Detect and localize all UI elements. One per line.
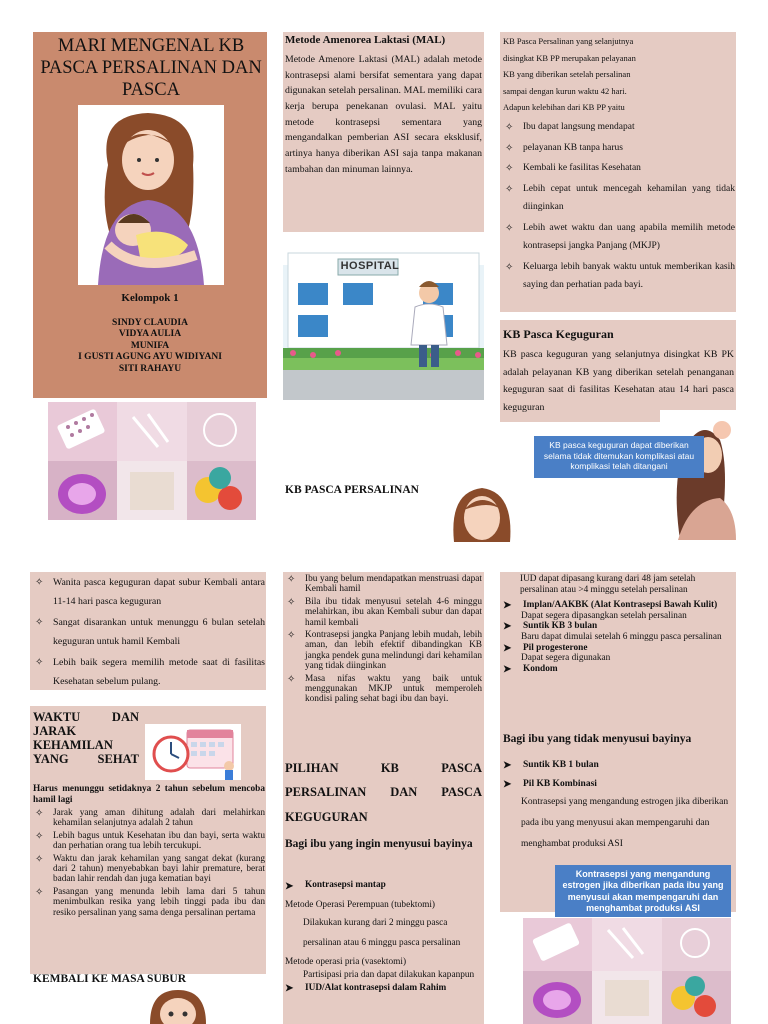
col4-bullets2 xyxy=(33,808,265,920)
kbpp-intro-line: KB yang diberikan setelah persalinan xyxy=(503,69,631,80)
list-item-desc: Baru dapat dimulai setelah 6 minggu pasca persalinan xyxy=(521,632,722,643)
list-item-desc: Dapat segera digunakan xyxy=(521,653,611,664)
woman-face-image xyxy=(140,988,216,1024)
subur-heading: KEMBALI KE MASA SUBUR xyxy=(33,973,187,985)
kbpk-heading: KB Pasca Keguguran xyxy=(503,327,614,341)
list-item: ➤ Kondom xyxy=(503,664,735,675)
member-list xyxy=(33,318,267,375)
col5-bullets xyxy=(285,574,482,707)
list-item: ➤ Implan/AAKBK (Alat Kontrasepsi Bawah Kulit) xyxy=(503,600,735,611)
waktu-heading: WAKTU DAN JARAK KEHAMILAN YANG SEHAT xyxy=(33,710,139,766)
contraceptive-collage-image xyxy=(523,918,731,1024)
kbpp-adv-title: Adapun kelebihan dari KB PP yaitu xyxy=(503,102,625,113)
list-item: ➤ Suntik KB 1 bulan xyxy=(503,756,735,775)
menyusui-heading: Bagi ibu yang ingin menyusui bayinya xyxy=(285,838,473,850)
list-item: ✧ Ibu dapat langsung mendapat xyxy=(503,118,735,137)
list-item: ✧ Lebih baik segera memilih metode saat di fasilitas Kesehatan sebelum pulang. xyxy=(33,653,265,691)
pilihan-heading: PILIHAN KB PASCA PERSALINAN DAN PASCA KEGUGURAN xyxy=(285,761,482,824)
mal-body: Metode Amenore Laktasi (MAL) adalah metode kontrasepsi alami bersifat sementara yang dapat digunakan setelah persalinan. MAL memiliki cara kerja berupa penekanan ovulasi. MAL yaitu metode kontrasepsi sementara yang mengandalkan pemberian ASI secara eksklusif, artinya hanya diberikan ASI saja tanpa makanan tambahan dan minuman lainnya. xyxy=(285,54,482,175)
list-item-desc: Dapat segera dipasangkan setelah persalinan xyxy=(521,610,687,621)
list-item-desc: Partisipasi pria dan dapat dilakukan kapanpun xyxy=(303,970,475,981)
list-item: ✧ Wanita pasca keguguran dapat subur Kembali antara 11-14 hari pasca keguguran xyxy=(33,573,265,611)
kbpk-body: KB pasca keguguran yang selanjutnya disingkat KB PK adalah pelayanan KB yang diberikan setelah penanganan keguguran saat di fasilitas Kesehatan atau 14 hari pasca keguguran xyxy=(503,349,734,413)
list-item: ✧ Pasangan yang menunda lebih lama dari 5 tahun menimbulkan resika yang lebih tinggi pada ibu dan resiko persalinan yang sama denga persalinan pertama xyxy=(33,887,265,918)
list-item: ➤ Suntik KB 3 bulan xyxy=(503,621,735,632)
mother-baby-illustration xyxy=(78,105,224,285)
member-name: SITI RAHAYU xyxy=(118,363,182,374)
list-item: ➤ Pil KB Kombinasi xyxy=(503,775,735,794)
member-name: VIDYA AULIA xyxy=(118,329,182,340)
list-item: ➤ IUD/Alat kontrasepsi dalam Rahim xyxy=(285,981,483,996)
member-name: I GUSTI AGUNG AYU WIDIYANI xyxy=(78,352,222,363)
wait-note: Harus menunggu setidaknya 2 tahun sebelum mencoba hamil lagi xyxy=(33,784,265,806)
kombinasi-desc: Kontrasepsi yang mengandung estrogen jika diberikan pada ibu yang menyusui akan mempengaruhi dan menghambat produksi ASI xyxy=(521,797,729,849)
contraceptive-collage-image xyxy=(48,402,256,520)
list-item: ✧ Kontrasepsi jangka Panjang lebih mudah, lebih aman, dan lebih efektif dibandingkan KB jangka pendek guna melindungi dari kehamilan yang tidak diinginkan xyxy=(285,630,482,672)
kbpk-callout: KB pasca keguguran dapat diberikan selama tidak ditemukan komplikasi atau komplikasi telah ditangani xyxy=(534,436,704,478)
kbpp-intro-line: sampai dengan kurun waktu 42 hari. xyxy=(503,85,627,96)
list-item: ✧ Kembali ke fasilitas Kesehatan xyxy=(503,159,735,178)
col6-items2 xyxy=(503,756,735,794)
member-name: SINDY CLAUDIA xyxy=(112,318,188,328)
col4-bullets xyxy=(33,573,265,694)
list-item: ✧ Sangat disarankan untuk menunggu 6 bulan setelah keguguran untuk hamil Kembali xyxy=(33,613,265,651)
list-item-desc: Dilakukan kurang dari 2 minggu pasca persalinan atau 6 minggu pasca persalinan xyxy=(303,918,461,948)
tidak-heading: Bagi ibu yang tidak menyusui bayinya xyxy=(503,733,692,745)
kbpp-intro-line: disingkat KB PP merupakan pelayanan xyxy=(503,52,636,63)
iud-desc: IUD dapat dipasang kurang dari 48 jam setelah persalinan atau >4 minggu setelah persalinan xyxy=(520,574,696,595)
list-item: Metode operasi pria (vasektomi) xyxy=(285,957,407,968)
list-item: ✧ Bila ibu tidak menyusui setelah 4-6 minggu melahirkan, ibu akan Kembali subur dan dapat hamil kembali xyxy=(285,597,482,628)
list-item: ✧ Keluarga lebih banyak waktu untuk memberikan kasih saying dan perhatian pada bayi. xyxy=(503,258,735,295)
list-item: ➤ Kontrasepsi mantap xyxy=(285,878,483,894)
kbpp-advantages xyxy=(503,118,735,297)
list-item: ✧ Masa nifas waktu yang baik untuk menggunakan MKJP untuk memperoleh kondisi paling sehat bagi ibu dan bayi. xyxy=(285,674,482,705)
estrogen-callout: Kontrasepsi yang mengandung estrogen jika diberikan pada ibu yang menyusui akan mempengaruhi dan menghambat produksi ASI xyxy=(555,865,731,917)
woman-face-image xyxy=(444,482,520,542)
cover-title: MARI MENGENAL KB PASCA PERSALINAN DAN PASCA xyxy=(40,36,262,101)
kbpp-intro xyxy=(503,33,733,116)
member-name: MUNIFA xyxy=(130,340,170,351)
kbpp-intro-line: KB Pasca Persalinan yang selanjutnya xyxy=(503,36,634,46)
hospital-sign: HOSPITAL xyxy=(340,260,400,272)
mal-heading: Metode Amenorea Laktasi (MAL) xyxy=(285,34,446,46)
list-item: ✧ pelayanan KB tanpa harus xyxy=(503,139,735,158)
list-item: ✧ Lebih awet waktu dan uang apabila memilih metode kontrasepsi jangka Panjang (MKJP) xyxy=(503,219,735,256)
kbpp-heading: KB PASCA PERSALINAN xyxy=(285,484,419,496)
list-item: ➤ Pil progesterone xyxy=(503,643,735,654)
col6-items1 xyxy=(503,600,735,675)
list-item: Metode Operasi Perempuan (tubektomi) xyxy=(285,899,435,910)
list-item: ✧ Jarak yang aman dihitung adalah dari melahirkan kehamilan selanjutnya adalah 2 tahun xyxy=(33,808,265,829)
calendar-clock-illustration xyxy=(145,724,241,780)
list-item: ✧ Lebih bagus untuk Kesehatan ibu dan bayi, serta waktu dan perhatian orang tua lebih tercukupi. xyxy=(33,831,265,852)
list-item: ✧ Waktu dan jarak kehamilan yang sangat dekat (kurang dari 2 tahun) menyebabkan bayi lahir premature, berat badan lahir rendah dan juga kematian bayi xyxy=(33,854,265,885)
list-item: ✧ Ibu yang belum mendapatkan menstruasi dapat Kembali hamil xyxy=(285,574,482,595)
col5-methods xyxy=(285,878,483,996)
list-item: ✧ Lebih cepat untuk mencegah kehamilan yang tidak diinginkan xyxy=(503,180,735,217)
group-label: Kelompok 1 xyxy=(121,292,179,304)
